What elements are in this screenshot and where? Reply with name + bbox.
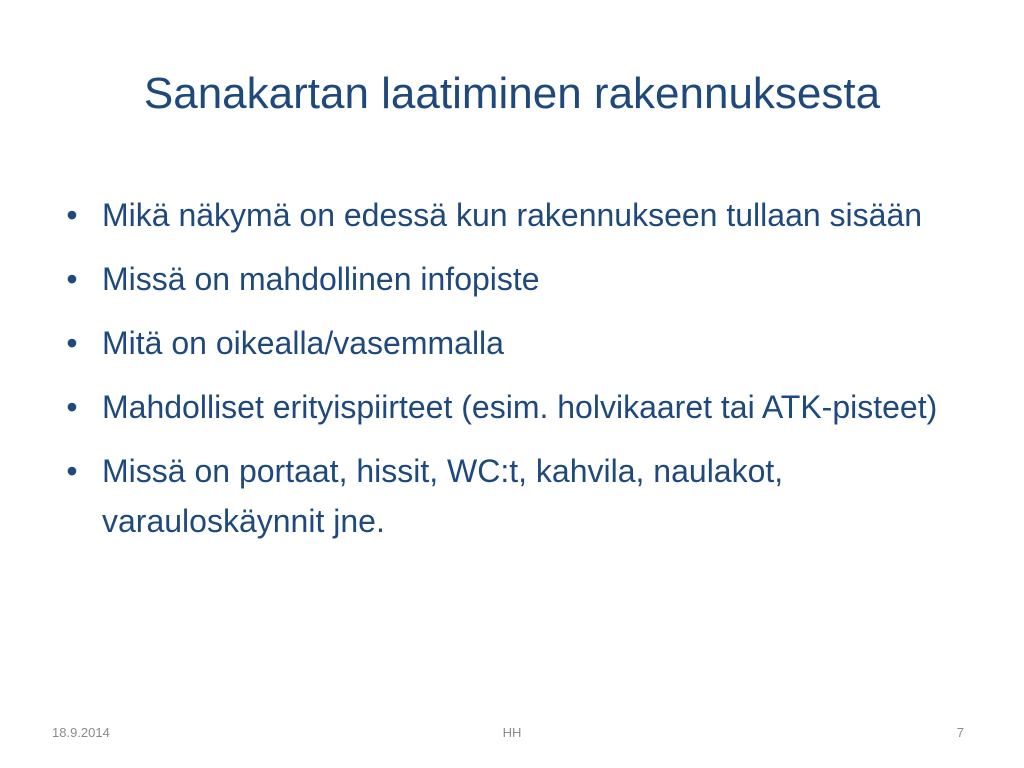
- bullet-item: [58, 446, 958, 546]
- bullet-text: Missä on mahdollinen infopiste: [102, 261, 540, 297]
- footer-date: 18.9.2014: [52, 725, 110, 740]
- bullet-text: Mitä on oikealla/vasemmalla: [102, 325, 504, 361]
- bullet-dot-icon: •: [66, 389, 78, 425]
- bullet-text: Mahdolliset erityispiirteet (esim. holvikaaret tai ATK-pisteet): [102, 389, 938, 425]
- bullet-item: [58, 190, 958, 240]
- bullet-dot-icon: •: [66, 453, 78, 489]
- footer-page-number: 7: [956, 725, 964, 740]
- bullet-dot-icon: •: [66, 325, 78, 361]
- bullet-item: [58, 254, 958, 304]
- bullet-text: Missä on portaat, hissit, WC:t, kahvila, naulakot, varauloskäynnit jne.: [102, 453, 784, 539]
- bullet-text: Mikä näkymä on edessä kun rakennukseen tullaan sisään: [102, 197, 923, 233]
- bullet-list: [58, 190, 958, 560]
- bullet-dot-icon: •: [66, 197, 78, 233]
- bullet-item: [58, 318, 958, 368]
- bullet-dot-icon: •: [66, 261, 78, 297]
- footer-author: HH: [502, 725, 522, 740]
- bullet-item: [58, 382, 958, 432]
- slide-title: Sanakartan laatiminen rakennuksesta: [143, 69, 881, 118]
